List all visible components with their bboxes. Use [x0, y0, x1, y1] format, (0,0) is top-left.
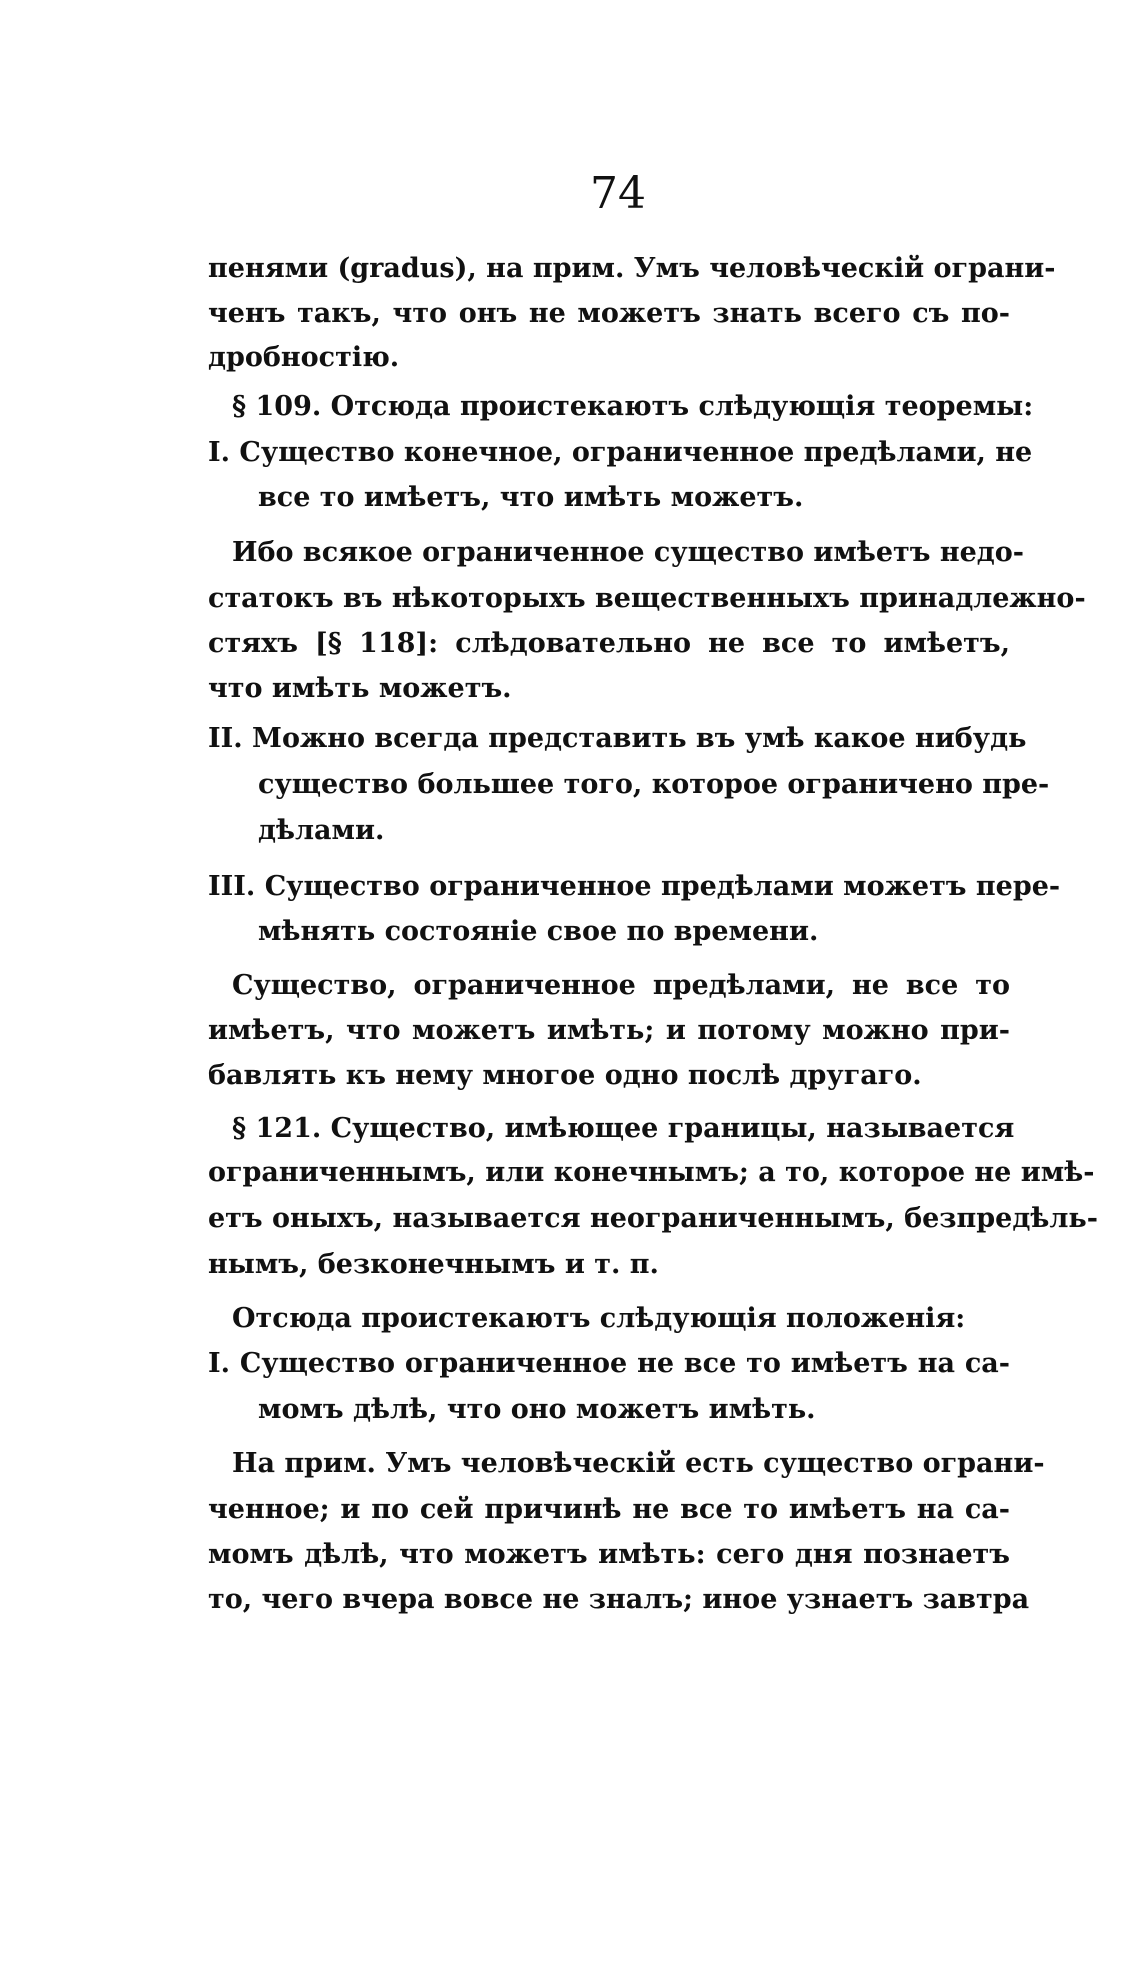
theorem-line: существо большее того, которое ограничено пре-: [258, 769, 1050, 800]
text-line: момъ дѣлѣ, что можетъ имѣть: сего дня познаетъ: [208, 1539, 1010, 1570]
text-line: ченное; и по сей причинѣ не все то имѣетъ на са-: [208, 1494, 1010, 1525]
text-line: то, чего вчера вовсе не зналъ; иное узнаетъ завтра: [208, 1584, 1030, 1615]
text-line: нымъ, безконечнымъ и т. п.: [208, 1249, 659, 1280]
text-line: Существо, ограниченное предѣлами, не все то: [232, 970, 1010, 1001]
text-line: Отсюда проистекаютъ слѣдующія положенія:: [232, 1303, 966, 1334]
theorem-line: мѣнять состояніе свое по времени.: [258, 916, 819, 947]
text-line: ограниченнымъ, или конечнымъ; а то, которое не имѣ-: [208, 1157, 1095, 1188]
text-line: етъ оныхъ, называется неограниченнымъ, безпредѣль-: [208, 1203, 1098, 1234]
section-heading-line: § 109. Отсюда проистекаютъ слѣдующія теоремы:: [232, 391, 1034, 422]
theorem-line: все то имѣетъ, что имѣть можетъ.: [258, 482, 804, 513]
text-line: Ибо всякое ограниченное существо имѣетъ недо-: [232, 537, 1025, 568]
theorem-line: II. Можно всегда представить въ умѣ какое нибудь: [208, 723, 1027, 754]
text-line: пенями (gradus), на прим. Умъ человѣческій ограни-: [208, 253, 1056, 284]
text-line: ченъ такъ, что онъ не можетъ знать всего съ по-: [208, 298, 1010, 329]
theorem-line: I. Существо ограниченное не все то имѣетъ на са-: [208, 1348, 1010, 1379]
text-line: статокъ въ нѣкоторыхъ вещественныхъ принадлежно-: [208, 583, 1086, 614]
theorem-line: момъ дѣлѣ, что оно можетъ имѣть.: [258, 1394, 816, 1425]
text-line: На прим. Умъ человѣческій есть существо ограни-: [232, 1448, 1045, 1479]
page-number: 74: [590, 168, 646, 219]
text-line: дробностію.: [208, 342, 400, 373]
text-line: что имѣть можетъ.: [208, 673, 512, 704]
theorem-line: III. Существо ограниченное предѣлами можетъ пере-: [208, 871, 1061, 902]
theorem-line: I. Существо конечное, ограниченное предѣлами, не: [208, 437, 1033, 468]
text-line: имѣетъ, что можетъ имѣть; и потому можно при-: [208, 1015, 1010, 1046]
section-heading-line: § 121. Существо, имѣющее границы, называется: [232, 1113, 1015, 1144]
theorem-line: дѣлами.: [258, 815, 385, 846]
text-line: бавлять къ нему многое одно послѣ другаго.: [208, 1060, 922, 1091]
text-line: стяхъ [§ 118]: слѣдовательно не все то имѣетъ,: [208, 628, 1010, 659]
